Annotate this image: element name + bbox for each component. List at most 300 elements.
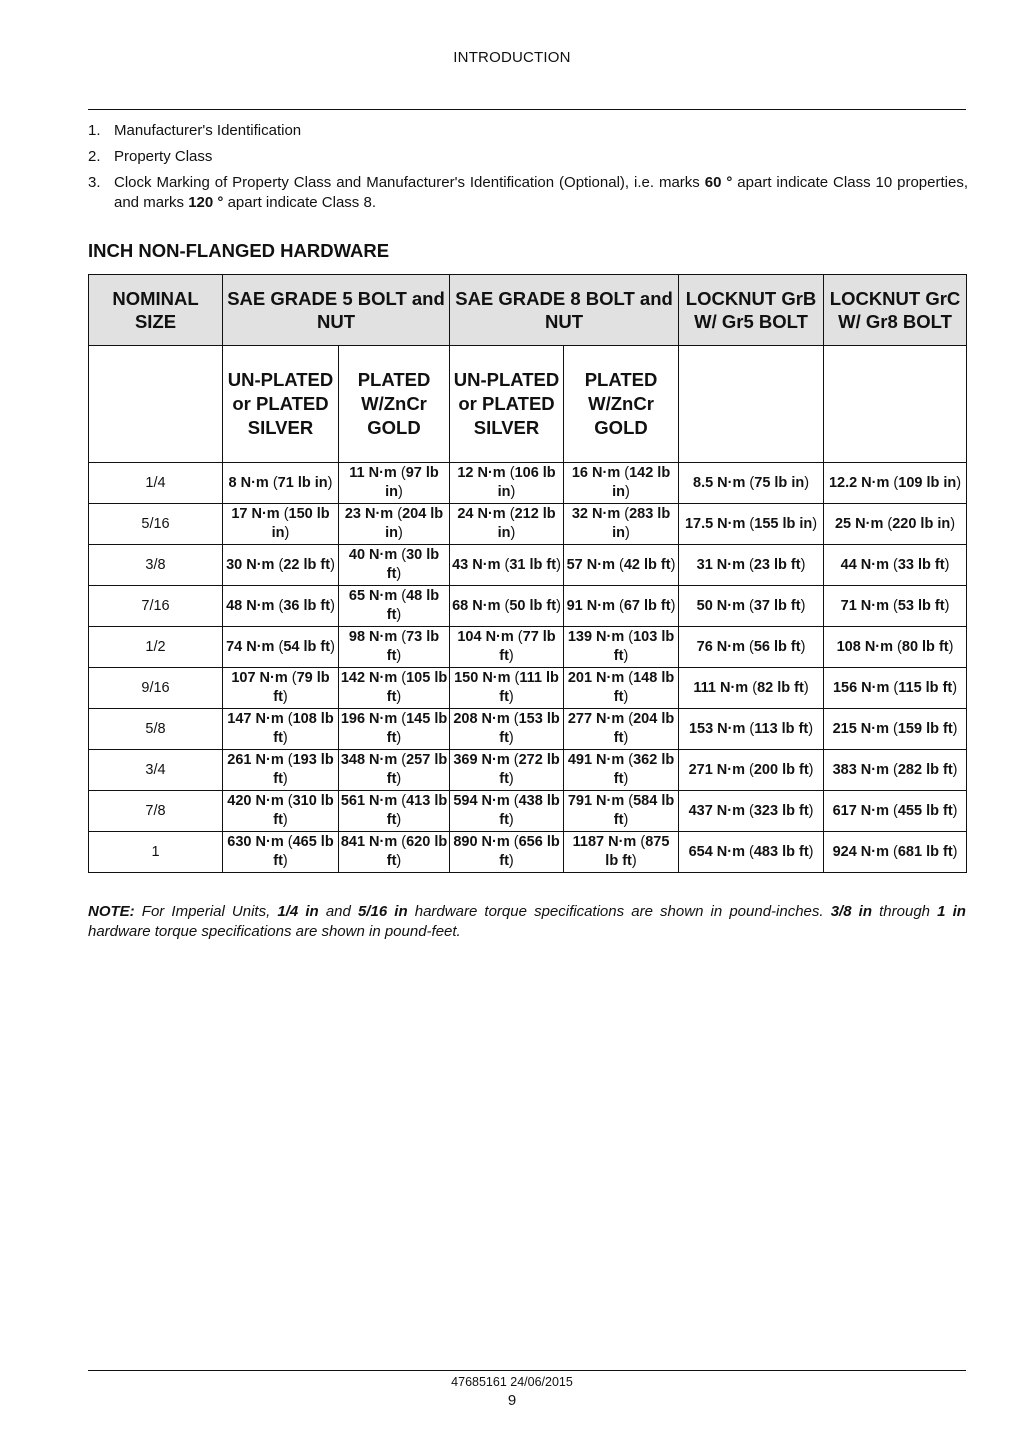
imperial-torque: 23 lb [753,556,787,573]
imperial-unit: ft [386,566,397,582]
torque-value-cell: 25 N·m (220 lb in) [824,504,967,545]
metric-torque: 791 N·m [567,793,625,809]
torque-value-cell: 630 N·m (465 lb ft) [223,832,339,873]
imperial-torque: 22 lb [283,556,317,573]
note-label: NOTE: [88,903,135,920]
imperial-unit: in [497,525,511,541]
imperial-torque: 455 lb [897,802,939,819]
torque-value-cell: 139 N·m (103 lb ft) [564,627,679,668]
torque-value-cell: 890 N·m (656 lb ft) [450,832,564,873]
imperial-unit: ft [613,812,624,828]
imperial-unit: in [612,484,626,500]
imperial-unit: ft [613,771,624,787]
imperial-unit: ft [546,556,557,573]
imperial-torque: 82 lb [757,679,791,696]
note-bold: 1/4 in [277,903,319,920]
torque-value-cell: 107 N·m (79 lb ft) [223,668,339,709]
nominal-size-cell: 7/8 [89,791,223,832]
torque-value-cell: 348 N·m (257 lb ft) [339,750,450,791]
imperial-torque: 212 lb [514,506,556,522]
imperial-torque: 323 lb [753,802,795,819]
imperial-unit: in [612,525,626,541]
metric-torque: 261 N·m [227,752,284,768]
torque-value-cell: 12 N·m (106 lb in) [450,463,564,504]
imperial-torque: 75 lb [754,474,788,491]
imperial-unit: ft [499,689,509,705]
imperial-unit: ft [790,597,801,614]
imperial-unit: ft [613,730,624,746]
metric-torque: 17 N·m [231,506,280,522]
imperial-torque: 193 lb [292,752,334,768]
imperial-torque: 48 lb [406,588,440,604]
imperial-torque: 115 lb [898,679,939,696]
list-bold: 60 ° [704,174,733,191]
metric-torque: 147 N·m [227,711,284,727]
metric-torque: 24 N·m [457,506,506,522]
torque-value-cell: 8 N·m (71 lb in) [223,463,339,504]
imperial-torque: 272 lb [518,752,560,768]
metric-torque: 11 N·m [349,465,397,481]
metric-torque: 139 N·m [567,629,625,645]
imperial-torque: 159 lb [897,720,939,737]
metric-torque: 594 N·m [453,793,510,809]
torque-value-cell: 32 N·m (283 lb in) [564,504,679,545]
torque-value-cell: 208 N·m (153 lb ft) [450,709,564,750]
imperial-unit: ft [938,638,949,655]
torque-value-cell: 369 N·m (272 lb ft) [450,750,564,791]
nominal-size-cell: 7/16 [89,586,223,627]
metric-torque: 196 N·m [340,711,398,727]
note-bold: 5/16 in [357,903,408,920]
torque-value-cell: 142 N·m (105 lb ft) [339,668,450,709]
imperial-unit: ft [386,648,397,664]
header-sae-grade-5: SAE GRADE 5 BOLT and NUT [223,275,450,346]
nominal-size-cell: 1/2 [89,627,223,668]
metric-torque: 8.5 N·m [693,474,746,491]
note-bold: 3/8 in [830,903,873,920]
torque-value-cell: 30 N·m (22 lb ft) [223,545,339,586]
imperial-torque: 204 lb [633,711,675,727]
imperial-unit: ft [499,648,509,664]
torque-value-cell: 17.5 N·m (155 lb in) [679,504,824,545]
imperial-torque: 105 lb [406,670,448,686]
imperial-torque: 257 lb [406,752,448,768]
list-text: apart indicate Class 8. [223,194,376,211]
imperial-torque: 875 lb [605,834,670,869]
header-locknut-grb: LOCKNUT GrB W/ Gr5 BOLT [679,275,824,346]
imperial-unit: in [271,525,285,541]
header-nominal-size: NOMINAL SIZE [89,275,223,346]
torque-value-cell: 420 N·m (310 lb ft) [223,791,339,832]
torque-value-cell: 44 N·m (33 lb ft) [824,545,967,586]
imperial-unit: in [314,474,328,491]
imperial-torque: 283 lb [629,506,671,522]
imperial-unit: ft [386,730,397,746]
torque-value-cell: 16 N·m (142 lb in) [564,463,679,504]
note-text: hardware torque specifications are shown in pound-feet. [88,923,461,940]
torque-value-cell: 561 N·m (413 lb ft) [339,791,450,832]
nominal-size-cell: 3/4 [89,750,223,791]
imperial-torque: 33 lb [897,556,931,573]
imperial-torque: 106 lb [514,465,556,481]
table-row [89,832,967,873]
header-locknut-grc: LOCKNUT GrC W/ Gr8 BOLT [824,275,967,346]
torque-value-cell: 271 N·m (200 lb ft) [679,750,824,791]
list-text: apart indicate Class 10 properties, and marks [114,174,968,211]
imperial-torque: 42 lb [623,556,657,573]
table-row [89,791,967,832]
torque-value-cell: 40 N·m (30 lb ft) [339,545,450,586]
imperial-unit: ft [613,689,624,705]
imperial-torque: 438 lb [518,793,560,809]
torque-table-body [89,463,967,873]
torque-value-cell: 76 N·m (56 lb ft) [679,627,824,668]
imperial-torque: 200 lb [753,761,795,778]
torque-value-cell: 437 N·m (323 lb ft) [679,791,824,832]
footer-divider [88,1370,966,1371]
imperial-unit: in [937,515,951,532]
table-row [89,463,967,504]
imperial-unit: ft [386,689,397,705]
metric-torque: 561 N·m [340,793,398,809]
subheader-gr8-unplated: UN-PLATED or PLATED SILVER [450,346,564,463]
subheader-gr5-unplated: UN-PLATED or PLATED SILVER [223,346,339,463]
imperial-unit: in [385,525,399,541]
header-sae-grade-8: SAE GRADE 8 BOLT and NUT [450,275,679,346]
metric-torque: 654 N·m [688,843,745,860]
torque-value-cell: 91 N·m (67 lb ft) [564,586,679,627]
metric-torque: 23 N·m [344,506,394,522]
torque-value-cell: 654 N·m (483 lb ft) [679,832,824,873]
torque-value-cell: 201 N·m (148 lb ft) [564,668,679,709]
torque-value-cell: 17 N·m (150 lb in) [223,504,339,545]
imperial-torque: 413 lb [406,793,448,809]
imperial-torque: 37 lb [753,597,787,614]
list-number: 2. [88,148,101,165]
metric-torque: 50 N·m [696,597,745,614]
imperial-torque: 282 lb [897,761,939,778]
metric-torque: 12.2 N·m [828,474,890,491]
metric-torque: 201 N·m [567,670,625,686]
imperial-torque: 54 lb [283,638,317,655]
torque-value-cell: 261 N·m (193 lb ft) [223,750,339,791]
imperial-torque: 150 lb [288,506,330,522]
imperial-unit: ft [942,679,953,696]
torque-value-cell: 111 N·m (82 lb ft) [679,668,824,709]
imperial-unit: ft [798,843,809,860]
imperial-unit: ft [934,556,945,573]
torque-value-cell: 594 N·m (438 lb ft) [450,791,564,832]
metric-torque: 8 N·m [228,474,269,491]
imperial-unit: in [799,515,813,532]
imperial-torque: 113 lb [754,720,795,737]
imperial-unit: ft [499,730,509,746]
list-item [88,121,968,141]
metric-torque: 111 N·m [693,679,749,696]
imperial-torque: 220 lb [892,515,934,532]
nominal-size-cell: 9/16 [89,668,223,709]
metric-torque: 841 N·m [340,834,398,850]
torque-value-cell: 50 N·m (37 lb ft) [679,586,824,627]
imperial-torque: 620 lb [406,834,448,850]
metric-torque: 107 N·m [231,670,288,686]
imperial-unit: ft [934,597,945,614]
torque-value-cell: 31 N·m (23 lb ft) [679,545,824,586]
metric-torque: 1187 N·m [572,834,637,850]
metric-torque: 108 N·m [836,638,894,655]
imperial-unit: ft [660,597,671,614]
imperial-unit: ft [386,607,397,623]
header-divider [88,109,966,110]
note-text: hardware torque specifications are shown in pound-inches. [407,903,831,920]
metric-torque: 74 N·m [226,638,275,655]
list-number: 3. [88,174,101,191]
imperial-unit: ft [942,720,953,737]
metric-torque: 44 N·m [840,556,889,573]
imperial-unit: in [791,474,805,491]
imperial-torque: 53 lb [897,597,931,614]
metric-torque: 153 N·m [688,720,746,737]
imperial-torque: 77 lb [522,629,556,645]
subheader-blank [89,346,223,463]
metric-torque: 30 N·m [226,556,275,573]
imperial-unit: ft [790,556,801,573]
metric-torque: 271 N·m [688,761,745,778]
metric-torque: 68 N·m [452,597,501,614]
note-text: and [318,903,358,920]
metric-torque: 98 N·m [348,629,398,645]
imperial-unit: ft [546,597,557,614]
imperial-torque: 584 lb [633,793,675,809]
nominal-size-cell: 1 [89,832,223,873]
table-row [89,627,967,668]
torque-value-cell: 11 N·m (97 lb in) [339,463,450,504]
nominal-size-cell: 5/16 [89,504,223,545]
note-bold: 1 in [937,903,966,920]
imperial-torque: 56 lb [753,638,787,655]
metric-torque: 65 N·m [348,588,398,604]
imperial-torque: 50 lb [509,597,543,614]
metric-torque: 76 N·m [696,638,745,655]
imperial-unit: in [385,484,399,500]
marking-legend-list [88,121,968,219]
torque-value-cell: 104 N·m (77 lb ft) [450,627,564,668]
imperial-torque: 681 lb [897,843,939,860]
imperial-unit: ft [942,761,953,778]
torque-value-cell: 108 N·m (80 lb ft) [824,627,967,668]
subheader-gr5-plated: PLATED W/ZnCr GOLD [339,346,450,463]
torque-value-cell: 23 N·m (204 lb in) [339,504,450,545]
torque-value-cell: 147 N·m (108 lb ft) [223,709,339,750]
torque-value-cell: 71 N·m (53 lb ft) [824,586,967,627]
metric-torque: 420 N·m [227,793,284,809]
metric-torque: 104 N·m [457,629,514,645]
imperial-torque: 483 lb [753,843,795,860]
imperial-torque: 108 lb [292,711,334,727]
metric-torque: 91 N·m [566,597,615,614]
list-number: 1. [88,122,101,139]
subheader-blank [679,346,824,463]
torque-value-cell: 924 N·m (681 lb ft) [824,832,967,873]
imperial-unit: ft [942,802,953,819]
imperial-unit: ft [386,812,397,828]
metric-torque: 890 N·m [453,834,510,850]
metric-torque: 348 N·m [340,752,398,768]
torque-value-cell: 791 N·m (584 lb ft) [564,791,679,832]
torque-value-cell: 150 N·m (111 lb ft) [450,668,564,709]
imperial-unit: ft [798,761,809,778]
torque-value-cell: 57 N·m (42 lb ft) [564,545,679,586]
metric-torque: 31 N·m [696,556,745,573]
torque-value-cell: 1187 N·m (875 lb ft) [564,832,679,873]
imperial-torque: 80 lb [901,638,935,655]
imperial-torque: 31 lb [509,556,543,573]
imperial-torque: 30 lb [406,547,440,563]
nominal-size-cell: 5/8 [89,709,223,750]
torque-value-cell: 68 N·m (50 lb ft) [450,586,564,627]
metric-torque: 156 N·m [832,679,890,696]
metric-torque: 491 N·m [567,752,625,768]
imperial-torque: 362 lb [633,752,675,768]
torque-value-cell: 12.2 N·m (109 lb in) [824,463,967,504]
table-row [89,709,967,750]
torque-value-cell: 491 N·m (362 lb ft) [564,750,679,791]
imperial-torque: 142 lb [629,465,671,481]
metric-torque: 43 N·m [452,556,501,573]
imperial-unit: ft [386,771,397,787]
list-item [88,147,968,167]
document-number: 47685161 24/06/2015 [451,1375,573,1389]
nominal-size-cell: 3/8 [89,545,223,586]
metric-torque: 437 N·m [688,802,745,819]
metric-torque: 71 N·m [840,597,889,614]
imperial-unit: ft [790,638,801,655]
list-bold: 120 ° [188,194,224,211]
subheader-blank [824,346,967,463]
imperial-unit: ft [320,597,331,614]
imperial-torque: 111 lb [519,670,559,686]
metric-torque: 630 N·m [227,834,284,850]
torque-value-cell: 156 N·m (115 lb ft) [824,668,967,709]
imperial-unit: ft [622,853,632,869]
page-number: 9 [507,1392,517,1409]
imperial-torque: 465 lb [292,834,334,850]
metric-torque: 369 N·m [453,752,510,768]
torque-value-cell: 98 N·m (73 lb ft) [339,627,450,668]
imperial-torque: 145 lb [406,711,448,727]
imperial-torque: 155 lb [754,515,796,532]
metric-torque: 150 N·m [454,670,511,686]
imperial-unit: ft [798,720,809,737]
imperial-unit: ft [798,802,809,819]
metric-torque: 32 N·m [571,506,621,522]
list-text: Manufacturer's Identification [114,122,302,139]
metric-torque: 16 N·m [571,465,621,481]
imperial-unit: ft [273,771,283,787]
torque-value-cell: 8.5 N·m (75 lb in) [679,463,824,504]
section-title: INCH NON-FLANGED HARDWARE [88,240,390,261]
torque-value-cell: 617 N·m (455 lb ft) [824,791,967,832]
subheader-gr8-plated: PLATED W/ZnCr GOLD [564,346,679,463]
imperial-unit: ft [499,771,509,787]
note-text: through [872,903,938,920]
torque-value-cell: 383 N·m (282 lb ft) [824,750,967,791]
imperial-unit: ft [499,812,509,828]
metric-torque: 383 N·m [832,761,889,778]
table-row [89,586,967,627]
metric-torque: 215 N·m [832,720,889,737]
imperial-torque: 71 lb [277,474,311,491]
imperial-unit: ft [499,853,509,869]
imperial-unit: ft [273,853,283,869]
torque-value-cell: 43 N·m (31 lb ft) [450,545,564,586]
imperial-torque: 656 lb [518,834,560,850]
imperial-torque: 36 lb [283,597,317,614]
nominal-size-cell: 1/4 [89,463,223,504]
imperial-torque: 153 lb [518,711,560,727]
torque-value-cell: 215 N·m (159 lb ft) [824,709,967,750]
imperial-unit: ft [320,556,331,573]
metric-torque: 277 N·m [567,711,625,727]
imperial-unit: ft [613,648,624,664]
imperial-torque: 310 lb [292,793,334,809]
list-text: Property Class [114,148,213,165]
imperial-unit: ft [273,689,283,705]
torque-value-cell: 48 N·m (36 lb ft) [223,586,339,627]
metric-torque: 17.5 N·m [684,515,746,532]
imperial-torque: 79 lb [296,670,330,686]
imperial-unit: ft [320,638,331,655]
metric-torque: 142 N·m [340,670,398,686]
torque-value-cell: 153 N·m (113 lb ft) [679,709,824,750]
imperial-units-note [88,902,966,942]
imperial-unit: ft [794,679,804,696]
metric-torque: 617 N·m [832,802,889,819]
torque-value-cell: 74 N·m (54 lb ft) [223,627,339,668]
metric-torque: 924 N·m [832,843,889,860]
torque-table [88,274,967,873]
imperial-torque: 109 lb [898,474,940,491]
imperial-torque: 73 lb [406,629,440,645]
imperial-torque: 204 lb [402,506,444,522]
torque-value-cell: 196 N·m (145 lb ft) [339,709,450,750]
imperial-unit: ft [660,556,671,573]
imperial-unit: ft [273,730,283,746]
torque-value-cell: 65 N·m (48 lb ft) [339,586,450,627]
imperial-unit: ft [942,843,953,860]
list-item [88,173,968,213]
imperial-unit: ft [273,812,283,828]
table-row [89,504,967,545]
metric-torque: 208 N·m [453,711,510,727]
torque-value-cell: 24 N·m (212 lb in) [450,504,564,545]
table-row [89,750,967,791]
note-text: For Imperial Units, [134,903,278,920]
imperial-unit: ft [386,853,397,869]
imperial-torque: 103 lb [633,629,675,645]
torque-value-cell: 841 N·m (620 lb ft) [339,832,450,873]
table-row [89,668,967,709]
metric-torque: 48 N·m [226,597,275,614]
imperial-torque: 97 lb [405,465,439,481]
page-header-title: INTRODUCTION [453,49,571,66]
metric-torque: 12 N·m [457,465,506,481]
table-row [89,545,967,586]
imperial-unit: in [943,474,957,491]
metric-torque: 57 N·m [566,556,615,573]
metric-torque: 25 N·m [834,515,884,532]
list-text: Clock Marking of Property Class and Manufacturer's Identification (Optional), i.e. marks [114,174,705,191]
